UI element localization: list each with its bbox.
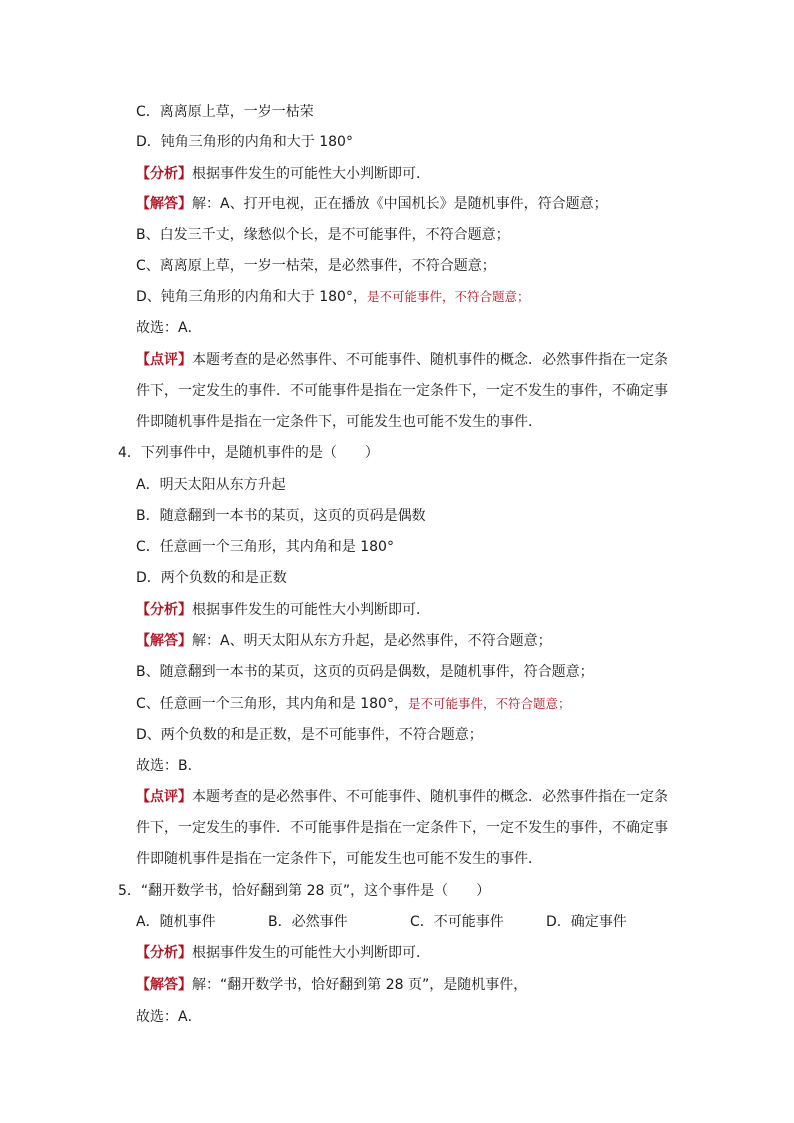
- comment-tag: 【点评】: [136, 352, 192, 368]
- answer-c-main: C、任意画一个三角形，其内角和是 180°，: [136, 696, 408, 712]
- comment-text: 本题考查的是必然事件、不可能事件、随机事件的概念．必然事件指在一定条: [192, 352, 668, 368]
- q3-comment-line1: [136, 350, 668, 370]
- q4-option-b: B．随意翻到一本书的某页，这页的页码是偶数: [136, 508, 426, 524]
- answer-d-red: 是不可能事件，不符合题意；: [366, 289, 530, 304]
- q4-answer: [136, 631, 552, 651]
- answer-tag: 【解答】: [136, 196, 192, 212]
- q3-comment-line2: 件下，一定发生的事件．不可能事件是指在一定条件下，一定不发生的事件，不确定事: [136, 383, 668, 399]
- analysis-tag: 【分析】: [136, 945, 192, 961]
- q5-choose: 故选：A．: [136, 1009, 202, 1025]
- comment-text: 本题考查的是必然事件、不可能事件、随机事件的概念．必然事件指在一定条: [192, 789, 668, 805]
- q3-answer-d: [136, 287, 529, 307]
- q4-comment-line2: 件下，一定发生的事件．不可能事件是指在一定条件下，一定不发生的事件，不确定事: [136, 820, 668, 836]
- analysis-text: 根据事件发生的可能性大小判断即可．: [192, 602, 430, 618]
- q3-option-d: D．钝角三角形的内角和大于 180°: [136, 134, 353, 150]
- analysis-text: 根据事件发生的可能性大小判断即可．: [192, 166, 430, 182]
- q5-question: 5．“翻开数学书，恰好翻到第 28 页”，这个事件是（ ）: [118, 883, 491, 899]
- q4-choose: 故选：B．: [136, 758, 202, 774]
- q4-analysis: [136, 600, 430, 620]
- q5-analysis: [136, 943, 430, 963]
- analysis-tag: 【分析】: [136, 166, 192, 182]
- answer-c-red: 是不可能事件，不符合题意；: [407, 696, 571, 711]
- answer-text: 解：A、打开电视，正在播放《中国机长》是随机事件，符合题意；: [192, 196, 608, 212]
- q3-analysis: [136, 164, 430, 184]
- comment-tag: 【点评】: [136, 789, 192, 805]
- q4-answer-d: D、两个负数的和是正数，是不可能事件，不符合题意；: [136, 727, 483, 743]
- q4-option-c: C．任意画一个三角形，其内角和是 180°: [136, 539, 394, 555]
- q5-option-a: A．随机事件: [136, 914, 216, 930]
- q3-answer-b: B、白发三千丈，缘愁似个长，是不可能事件，不符合题意；: [136, 227, 510, 243]
- analysis-text: 根据事件发生的可能性大小判断即可．: [192, 945, 430, 961]
- q4-comment-line1: [136, 787, 668, 807]
- q3-answer: [136, 194, 608, 214]
- answer-text: 解：A、明天太阳从东方升起，是必然事件，不符合题意；: [192, 633, 552, 649]
- answer-text: 解：“翻开数学书，恰好翻到第 28 页”，是随机事件，: [192, 977, 528, 993]
- q4-answer-c: [136, 694, 570, 714]
- q3-option-c: C．离离原上草，一岁一枯荣: [136, 104, 314, 120]
- q5-answer: [136, 975, 527, 995]
- q5-option-c: C．不可能事件: [410, 914, 504, 930]
- q4-comment-line3: 件即随机事件是指在一定条件下，可能发生也可能不发生的事件．: [136, 851, 542, 867]
- answer-tag: 【解答】: [136, 977, 192, 993]
- q5-options-row: [136, 912, 627, 932]
- q4-question: 4．下列事件中，是随机事件的是（ ）: [118, 445, 379, 461]
- q3-choose: 故选：A．: [136, 320, 202, 336]
- q3-comment-line3: 件即随机事件是指在一定条件下，可能发生也可能不发生的事件．: [136, 414, 542, 430]
- q5-option-b: B．必然事件: [268, 914, 348, 930]
- answer-d-main: D、钝角三角形的内角和大于 180°，: [136, 289, 367, 305]
- analysis-tag: 【分析】: [136, 602, 192, 618]
- q4-option-a: A．明天太阳从东方升起: [136, 477, 286, 493]
- q5-option-d: D．确定事件: [546, 914, 627, 930]
- answer-tag: 【解答】: [136, 633, 192, 649]
- q4-answer-b: B、随意翻到一本书的某页，这页的页码是偶数，是随机事件，符合题意；: [136, 664, 594, 680]
- q3-answer-c: C、离离原上草，一岁一枯荣，是必然事件，不符合题意；: [136, 258, 496, 274]
- q4-option-d: D．两个负数的和是正数: [136, 570, 287, 586]
